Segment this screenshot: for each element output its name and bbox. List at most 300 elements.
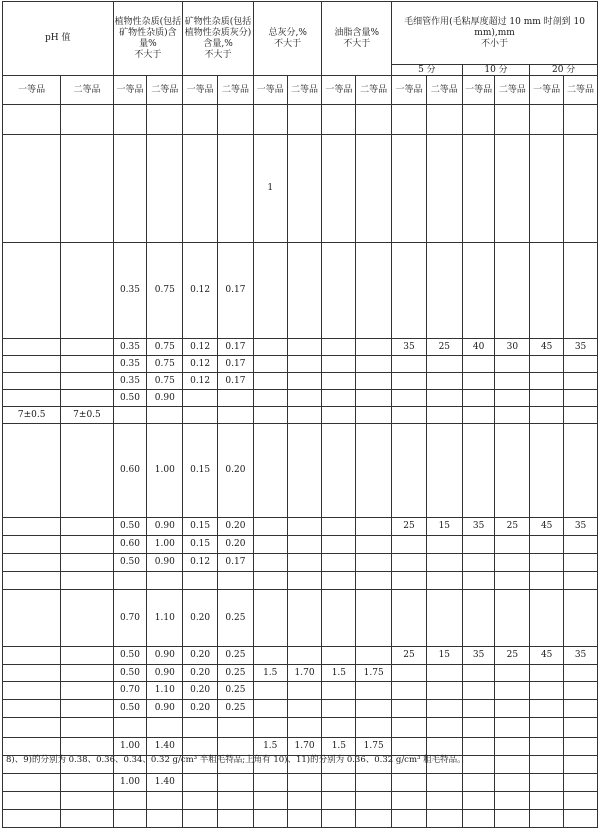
table-cell	[3, 243, 61, 339]
table-cell	[61, 774, 113, 792]
table-cell: 1.10	[147, 682, 183, 700]
table-cell	[147, 135, 183, 243]
table-cell	[530, 554, 564, 572]
table-cell	[392, 105, 427, 135]
table-cell: 0.90	[147, 700, 183, 718]
table-cell	[426, 373, 462, 390]
table-cell: 0.17	[218, 554, 254, 572]
table-cell: 0.25	[218, 590, 254, 647]
grade-second: 二等品	[218, 76, 254, 105]
table-cell	[61, 554, 113, 572]
table-cell	[530, 756, 564, 774]
table-cell	[530, 135, 564, 243]
table-cell: 35	[564, 647, 598, 665]
table-cell: 0.20	[183, 682, 218, 700]
table-cell: 40	[462, 339, 495, 356]
table-cell	[253, 810, 287, 828]
capillary-limit: 不小于	[481, 38, 509, 49]
mineral-impurity-title: 矿物性杂质(包括植物性杂质灰分)含量,%	[184, 16, 252, 49]
table-cell	[287, 390, 322, 407]
table-row	[3, 424, 598, 518]
table-cell	[3, 339, 61, 356]
table-cell	[564, 243, 598, 339]
table-cell	[495, 373, 530, 390]
table-cell	[61, 373, 113, 390]
table-cell: 0.90	[147, 647, 183, 665]
table-cell	[426, 810, 462, 828]
table-cell	[392, 407, 427, 424]
table-cell	[61, 424, 113, 518]
table-cell	[564, 718, 598, 738]
table-cell	[356, 373, 392, 390]
table-cell	[426, 390, 462, 407]
table-cell	[495, 424, 530, 518]
table-cell	[322, 572, 356, 590]
table-cell	[426, 718, 462, 738]
table-cell	[495, 792, 530, 810]
table-cell	[495, 682, 530, 700]
table-cell	[462, 105, 495, 135]
table-cell	[392, 390, 427, 407]
table-cell	[253, 590, 287, 647]
table-cell: 0.20	[183, 700, 218, 718]
table-cell	[147, 718, 183, 738]
table-cell	[564, 373, 598, 390]
table-cell	[3, 774, 61, 792]
table-cell	[530, 407, 564, 424]
table-body	[3, 105, 598, 828]
table-cell	[253, 682, 287, 700]
table-cell: 0.17	[218, 373, 254, 390]
table-cell	[530, 718, 564, 738]
table-cell: 0.20	[218, 536, 254, 554]
table-cell: 0.35	[113, 373, 147, 390]
table-cell: 1.40	[147, 774, 183, 792]
table-cell	[322, 792, 356, 810]
table-cell: 35	[462, 518, 495, 536]
table-cell	[530, 792, 564, 810]
table-cell	[564, 665, 598, 682]
table-cell: 0.20	[218, 518, 254, 536]
table-cell: 45	[530, 647, 564, 665]
table-cell	[426, 590, 462, 647]
table-cell	[564, 390, 598, 407]
grade-first: 一等品	[253, 76, 287, 105]
table-cell	[495, 536, 530, 554]
table-cell	[3, 810, 61, 828]
table-cell	[495, 700, 530, 718]
table-cell: 0.17	[218, 356, 254, 373]
table-cell	[462, 792, 495, 810]
table-cell: 1.5	[322, 665, 356, 682]
table-cell: 1.75	[356, 738, 392, 756]
table-row	[3, 356, 598, 373]
table-cell: 15	[426, 518, 462, 536]
table-cell	[61, 810, 113, 828]
table-cell	[322, 700, 356, 718]
table-cell: 0.17	[218, 339, 254, 356]
table-cell	[3, 554, 61, 572]
table-cell	[495, 356, 530, 373]
table-cell	[564, 572, 598, 590]
table-cell: 0.17	[218, 243, 254, 339]
table-cell	[183, 572, 218, 590]
table-cell	[530, 390, 564, 407]
table-cell	[113, 105, 147, 135]
table-cell	[113, 135, 147, 243]
table-cell: 25	[495, 518, 530, 536]
table-cell	[253, 390, 287, 407]
table-cell	[392, 135, 427, 243]
table-cell	[322, 243, 356, 339]
table-row	[3, 554, 598, 572]
table-cell	[61, 647, 113, 665]
table-cell	[462, 356, 495, 373]
grade-second: 二等品	[61, 76, 113, 105]
grade-second: 二等品	[495, 76, 530, 105]
table-cell: 0.20	[218, 424, 254, 518]
table-cell	[322, 810, 356, 828]
table-cell	[564, 135, 598, 243]
table-cell	[322, 647, 356, 665]
table-cell	[426, 665, 462, 682]
table-cell	[3, 135, 61, 243]
table-cell	[392, 554, 427, 572]
table-cell	[218, 390, 254, 407]
fat-content-title: 油脂含量%	[334, 27, 380, 38]
table-cell: 25	[392, 518, 427, 536]
table-cell: 0.15	[183, 536, 218, 554]
table-cell	[287, 424, 322, 518]
table-cell	[287, 572, 322, 590]
table-cell	[61, 135, 113, 243]
table-cell	[495, 554, 530, 572]
table-cell	[495, 572, 530, 590]
table-cell: 0.50	[113, 665, 147, 682]
table-cell: 0.25	[218, 682, 254, 700]
table-cell	[61, 718, 113, 738]
table-cell	[356, 572, 392, 590]
table-cell	[183, 774, 218, 792]
table-cell	[495, 105, 530, 135]
table-cell	[426, 554, 462, 572]
table-cell: 1.00	[113, 738, 147, 756]
table-row	[3, 390, 598, 407]
table-cell	[495, 243, 530, 339]
table-cell	[462, 373, 495, 390]
table-cell: 35	[564, 518, 598, 536]
table-cell	[530, 572, 564, 590]
table-cell	[356, 424, 392, 518]
table-cell	[392, 373, 427, 390]
table-cell	[322, 424, 356, 518]
table-cell	[253, 774, 287, 792]
table-cell	[322, 135, 356, 243]
table-cell	[356, 590, 392, 647]
table-cell	[61, 390, 113, 407]
table-cell	[530, 590, 564, 647]
fat-content-header	[322, 2, 392, 76]
table-cell	[530, 243, 564, 339]
table-cell: 45	[530, 518, 564, 536]
table-cell	[287, 810, 322, 828]
table-cell	[495, 756, 530, 774]
table-cell: 0.25	[218, 647, 254, 665]
table-cell: 0.90	[147, 554, 183, 572]
table-cell: 0.50	[113, 554, 147, 572]
table-cell: 0.90	[147, 518, 183, 536]
table-cell	[3, 424, 61, 518]
table-cell: 1.10	[147, 590, 183, 647]
table-cell	[462, 390, 495, 407]
table-cell	[462, 738, 495, 756]
table-cell: 0.25	[218, 665, 254, 682]
table-row	[3, 647, 598, 665]
table-cell	[253, 554, 287, 572]
table-cell	[218, 135, 254, 243]
table-cell	[287, 682, 322, 700]
table-cell	[183, 135, 218, 243]
table-cell	[426, 356, 462, 373]
grade-first: 一等品	[530, 76, 564, 105]
table-cell	[3, 700, 61, 718]
table-cell	[530, 373, 564, 390]
table-cell	[3, 718, 61, 738]
table-cell	[61, 700, 113, 718]
table-cell	[3, 572, 61, 590]
table-cell	[253, 572, 287, 590]
table-cell	[426, 105, 462, 135]
table-cell: 1.5	[253, 665, 287, 682]
table-cell	[147, 810, 183, 828]
table-cell	[253, 424, 287, 518]
table-cell: 0.12	[183, 554, 218, 572]
grade-second: 二等品	[564, 76, 598, 105]
table-cell	[147, 105, 183, 135]
table-cell	[495, 774, 530, 792]
table-cell	[564, 356, 598, 373]
vegetable-impurity-header	[113, 2, 183, 76]
table-cell	[253, 792, 287, 810]
table-cell: 1	[253, 135, 287, 243]
table-cell	[147, 572, 183, 590]
capillary-header	[392, 2, 598, 65]
table-cell: 0.90	[147, 665, 183, 682]
ph-header: pH 值	[3, 2, 114, 76]
grade-second: 二等品	[356, 76, 392, 105]
table-cell: 0.50	[113, 647, 147, 665]
grade-first: 一等品	[113, 76, 147, 105]
table-cell: 0.15	[183, 424, 218, 518]
table-cell	[495, 810, 530, 828]
table-cell	[426, 243, 462, 339]
table-cell	[495, 665, 530, 682]
table-cell	[183, 390, 218, 407]
table-cell: 0.75	[147, 373, 183, 390]
grade-first: 一等品	[462, 76, 495, 105]
table-cell	[356, 810, 392, 828]
table-cell: 1.5	[253, 738, 287, 756]
table-cell	[356, 356, 392, 373]
table-cell	[564, 536, 598, 554]
vegetable-impurity-limit: 不大于	[134, 49, 162, 60]
table-cell	[495, 390, 530, 407]
table-cell	[3, 356, 61, 373]
table-cell: 1.5	[322, 738, 356, 756]
table-cell	[287, 243, 322, 339]
table-cell: 0.15	[183, 518, 218, 536]
table-cell	[462, 718, 495, 738]
table-cell	[322, 554, 356, 572]
table-cell: 0.20	[183, 590, 218, 647]
table-cell: 35	[392, 339, 427, 356]
table-cell	[218, 105, 254, 135]
table-row	[3, 339, 598, 356]
table-cell	[426, 572, 462, 590]
table-cell: 0.12	[183, 356, 218, 373]
table-cell	[530, 105, 564, 135]
table-cell: 0.35	[113, 243, 147, 339]
table-cell: 1.00	[147, 424, 183, 518]
table-cell	[356, 407, 392, 424]
table-cell	[183, 792, 218, 810]
table-cell	[530, 356, 564, 373]
table-cell	[564, 756, 598, 774]
table-cell	[183, 407, 218, 424]
table-cell	[462, 572, 495, 590]
table-cell	[253, 339, 287, 356]
table-cell: 1.40	[147, 738, 183, 756]
table-cell	[287, 356, 322, 373]
table-cell	[356, 135, 392, 243]
table-row	[3, 774, 598, 792]
table-cell	[287, 105, 322, 135]
table-cell	[392, 572, 427, 590]
table-cell	[530, 738, 564, 756]
table-cell	[218, 572, 254, 590]
table-cell	[183, 810, 218, 828]
table-cell	[61, 243, 113, 339]
table-cell	[356, 390, 392, 407]
table-row	[3, 810, 598, 828]
table-cell	[356, 718, 392, 738]
table-cell	[253, 718, 287, 738]
table-cell	[253, 407, 287, 424]
table-cell	[564, 792, 598, 810]
table-cell	[253, 518, 287, 536]
table-cell: 30	[495, 339, 530, 356]
table-cell	[564, 738, 598, 756]
table-cell	[322, 718, 356, 738]
table-cell	[392, 356, 427, 373]
table-cell	[218, 718, 254, 738]
grade-header-row	[3, 76, 598, 105]
table-cell: 1.70	[287, 738, 322, 756]
table-cell: 1.00	[147, 536, 183, 554]
table-row	[3, 665, 598, 682]
table-cell	[61, 792, 113, 810]
table-cell: 25	[426, 339, 462, 356]
table-cell	[253, 356, 287, 373]
table-cell	[287, 536, 322, 554]
table-cell: 1.00	[113, 774, 147, 792]
table-cell	[113, 792, 147, 810]
table-cell	[3, 536, 61, 554]
table-cell: 7±0.5	[3, 407, 61, 424]
table-row	[3, 536, 598, 554]
table-cell	[287, 700, 322, 718]
grade-second: 二等品	[287, 76, 322, 105]
table-cell	[462, 424, 495, 518]
mineral-impurity-limit: 不大于	[204, 49, 232, 60]
table-cell	[287, 339, 322, 356]
table-cell: 0.12	[183, 339, 218, 356]
total-ash-header	[253, 2, 322, 76]
table-cell	[287, 718, 322, 738]
table-cell	[392, 718, 427, 738]
table-cell	[530, 810, 564, 828]
table-cell	[287, 647, 322, 665]
table-cell	[462, 536, 495, 554]
table-cell	[3, 518, 61, 536]
table-cell	[392, 243, 427, 339]
grade-first: 一等品	[183, 76, 218, 105]
fat-content-limit: 不大于	[343, 38, 371, 49]
table-cell: 0.50	[113, 390, 147, 407]
table-cell	[253, 373, 287, 390]
table-cell	[113, 718, 147, 738]
table-cell	[183, 105, 218, 135]
table-cell: 7±0.5	[61, 407, 113, 424]
table-cell	[356, 774, 392, 792]
table-row	[3, 518, 598, 536]
table-cell	[287, 554, 322, 572]
table-cell	[426, 700, 462, 718]
table-cell	[426, 135, 462, 243]
table-cell	[530, 665, 564, 682]
table-cell	[356, 700, 392, 718]
table-cell	[356, 647, 392, 665]
table-cell: 0.75	[147, 356, 183, 373]
table-row	[3, 373, 598, 390]
table-cell	[392, 774, 427, 792]
table-cell	[564, 810, 598, 828]
grade-second: 二等品	[426, 76, 462, 105]
table-cell	[61, 536, 113, 554]
table-cell	[253, 243, 287, 339]
table-row	[3, 135, 598, 243]
table-cell: 0.50	[113, 518, 147, 536]
table-cell	[322, 590, 356, 647]
table-cell	[495, 590, 530, 647]
table-cell	[218, 407, 254, 424]
table-cell: 1.75	[356, 665, 392, 682]
table-cell	[462, 407, 495, 424]
table-cell: 0.25	[218, 700, 254, 718]
table-cell	[564, 105, 598, 135]
table-cell	[147, 407, 183, 424]
table-row	[3, 243, 598, 339]
time-20-header: 20 分	[530, 65, 598, 76]
table-cell	[392, 810, 427, 828]
table-cell	[113, 407, 147, 424]
table-cell	[462, 243, 495, 339]
grade-first: 一等品	[3, 76, 61, 105]
table-cell: 1.70	[287, 665, 322, 682]
table-cell	[392, 424, 427, 518]
table-cell	[356, 536, 392, 554]
table-cell	[426, 682, 462, 700]
